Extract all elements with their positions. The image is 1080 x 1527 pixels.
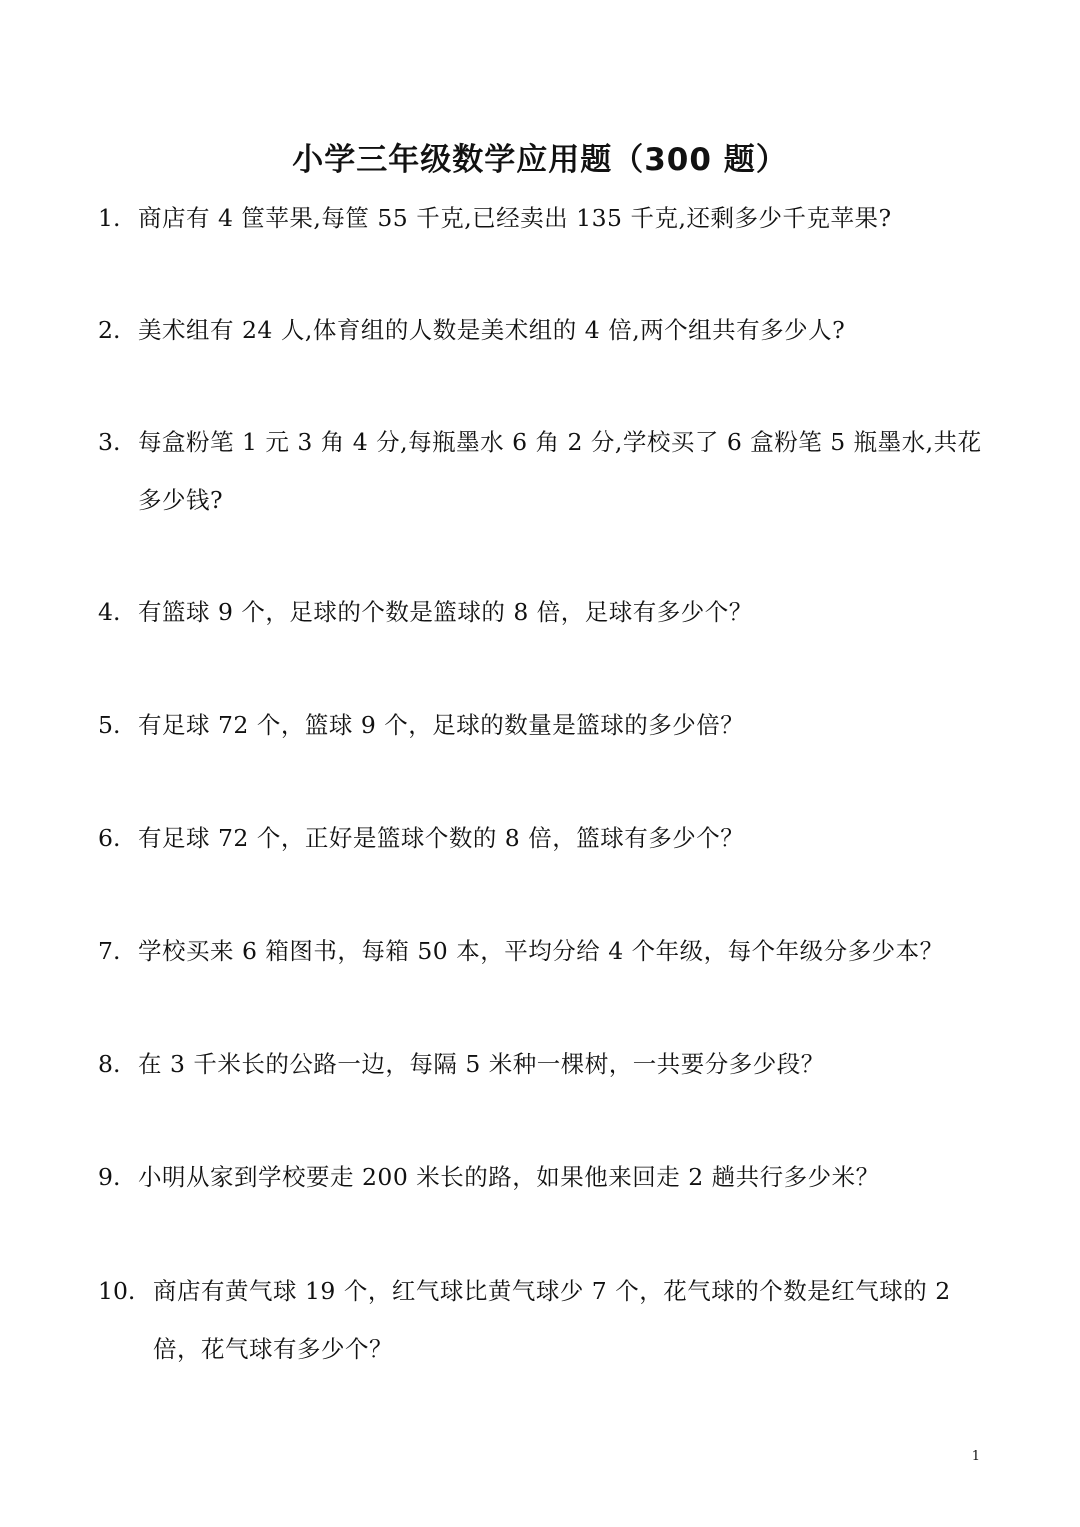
question-text: 有足球 72 个，正好是篮球个数的 8 倍，篮球有多少个？ (138, 824, 745, 852)
question-item (98, 1035, 988, 1093)
question-number: 1. (98, 204, 121, 232)
question-text: 商店有 4 筐苹果,每筐 55 千克,已经卖出 135 千克,还剩多少千克苹果? (138, 204, 892, 232)
question-number: 6. (98, 824, 121, 852)
question-item (98, 1262, 988, 1378)
question-number: 7. (98, 937, 121, 965)
question-item (98, 1148, 988, 1206)
question-text: 在 3 千米长的公路一边，每隔 5 米种一棵树，一共要分多少段？ (138, 1050, 825, 1078)
page-number: 1 (971, 1449, 980, 1464)
question-item (98, 809, 988, 867)
question-text: 美术组有 24 人,体育组的人数是美术组的 4 倍,两个组共有多少人? (138, 316, 846, 344)
question-text: 有篮球 9 个，足球的个数是篮球的 8 倍，足球有多少个？ (138, 598, 753, 626)
question-item (98, 583, 988, 641)
question-item (98, 922, 988, 980)
question-number: 4. (98, 598, 121, 626)
question-text: 每盒粉笔 1 元 3 角 4 分,每瓶墨水 6 角 2 分,学校买了 6 盒粉笔 5 瓶墨水,共花多少钱? (138, 428, 982, 514)
question-number: 3. (98, 428, 121, 456)
question-text: 学校买来 6 箱图书，每箱 50 本，平均分给 4 个年级，每个年级分多少本？ (138, 937, 944, 965)
question-number: 2. (98, 316, 121, 344)
question-text: 有足球 72 个，篮球 9 个，足球的数量是篮球的多少倍？ (138, 711, 745, 739)
question-item (98, 413, 988, 529)
question-number: 10. (98, 1277, 136, 1305)
question-item (98, 189, 988, 247)
page-title: 小学三年级数学应用题（300 题） (292, 142, 788, 178)
question-number: 9. (98, 1163, 121, 1191)
question-item (98, 301, 988, 359)
question-text: 小明从家到学校要走 200 米长的路，如果他来回走 2 趟共行多少米？ (138, 1163, 880, 1191)
question-text: 商店有黄气球 19 个，红气球比黄气球少 7 个，花气球的个数是红气球的 2 倍，花气球有多少个？ (153, 1277, 951, 1363)
question-item (98, 696, 988, 754)
question-number: 8. (98, 1050, 121, 1078)
question-number: 5. (98, 711, 121, 739)
